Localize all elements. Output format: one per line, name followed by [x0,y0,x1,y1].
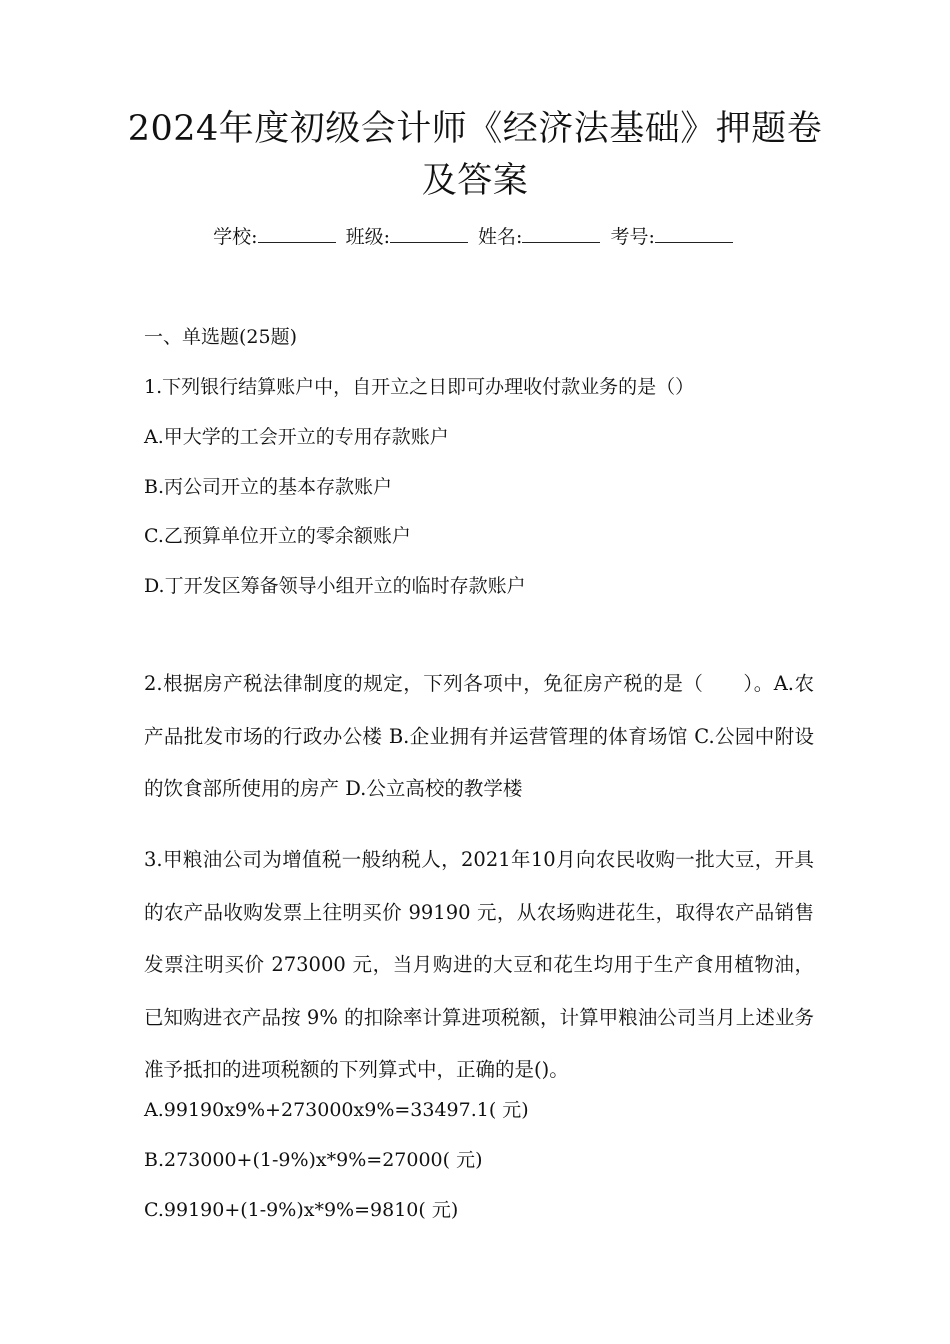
name-label: 姓名: [478,226,523,248]
q1-stem: 1.下列银行结算账户中，自开立之日即可办理收付款业务的是（） [144,376,695,398]
document-title-line2: 及答案 [421,161,529,201]
exam-number-blank [655,224,733,243]
q1-option-a: A.甲大学的工会开立的专用存款账户 [144,426,449,448]
name-blank [522,224,600,243]
q2-text: 2.根据房产税法律制度的规定，下列各项中，免征房产税的是（ ）。A.农产品批发市场的行政办公楼 B.企业拥有并运营管理的体育场馆 C.公园中附设的饮食部所使用的房产 D.公立高校的教学楼 [144,672,814,800]
document-title-line1: 2024年度初级会计师《经济法基础》押题卷 [127,109,823,149]
school-label: 学校: [213,226,258,248]
class-label: 班级: [345,226,390,248]
q3-option-c: C.99190+(1-9%)x*9%=9810( 元) [144,1199,459,1221]
q1-option-c: C.乙预算单位开立的零余额账户 [144,525,411,547]
q3-option-a: A.99190x9%+273000x9%=33497.1( 元) [144,1099,529,1121]
student-info-row [0,222,950,249]
section-heading: 一、单选题(25题) [144,326,298,348]
q1-option-b: B.丙公司开立的基本存款账户 [144,476,393,498]
q1-option-d: D.丁开发区筹备领导小组开立的临时存款账户 [144,575,526,597]
exam-number-label: 考号: [610,226,655,248]
q3-stem: 3.甲粮油公司为增值税一般纳税人，2021年10月向农民收购一批大豆，开具的农产品收购发票上往明买价 99190 元，从农场购进花生，取得农产品销售发票注明买价 273000 元，当月购进的大豆和花生均用于生产食用植物油，已知购进衣产品按 9% 的扣除率计算进项税额，计算甲粮油公司当月上述业务准予抵扣的进项税额的下列算式中，正确的是()。 [144,848,814,1081]
q3-option-b: B.273000+(1-9%)x*9%=27000( 元) [144,1149,483,1171]
school-blank [258,224,336,243]
class-blank [390,224,468,243]
